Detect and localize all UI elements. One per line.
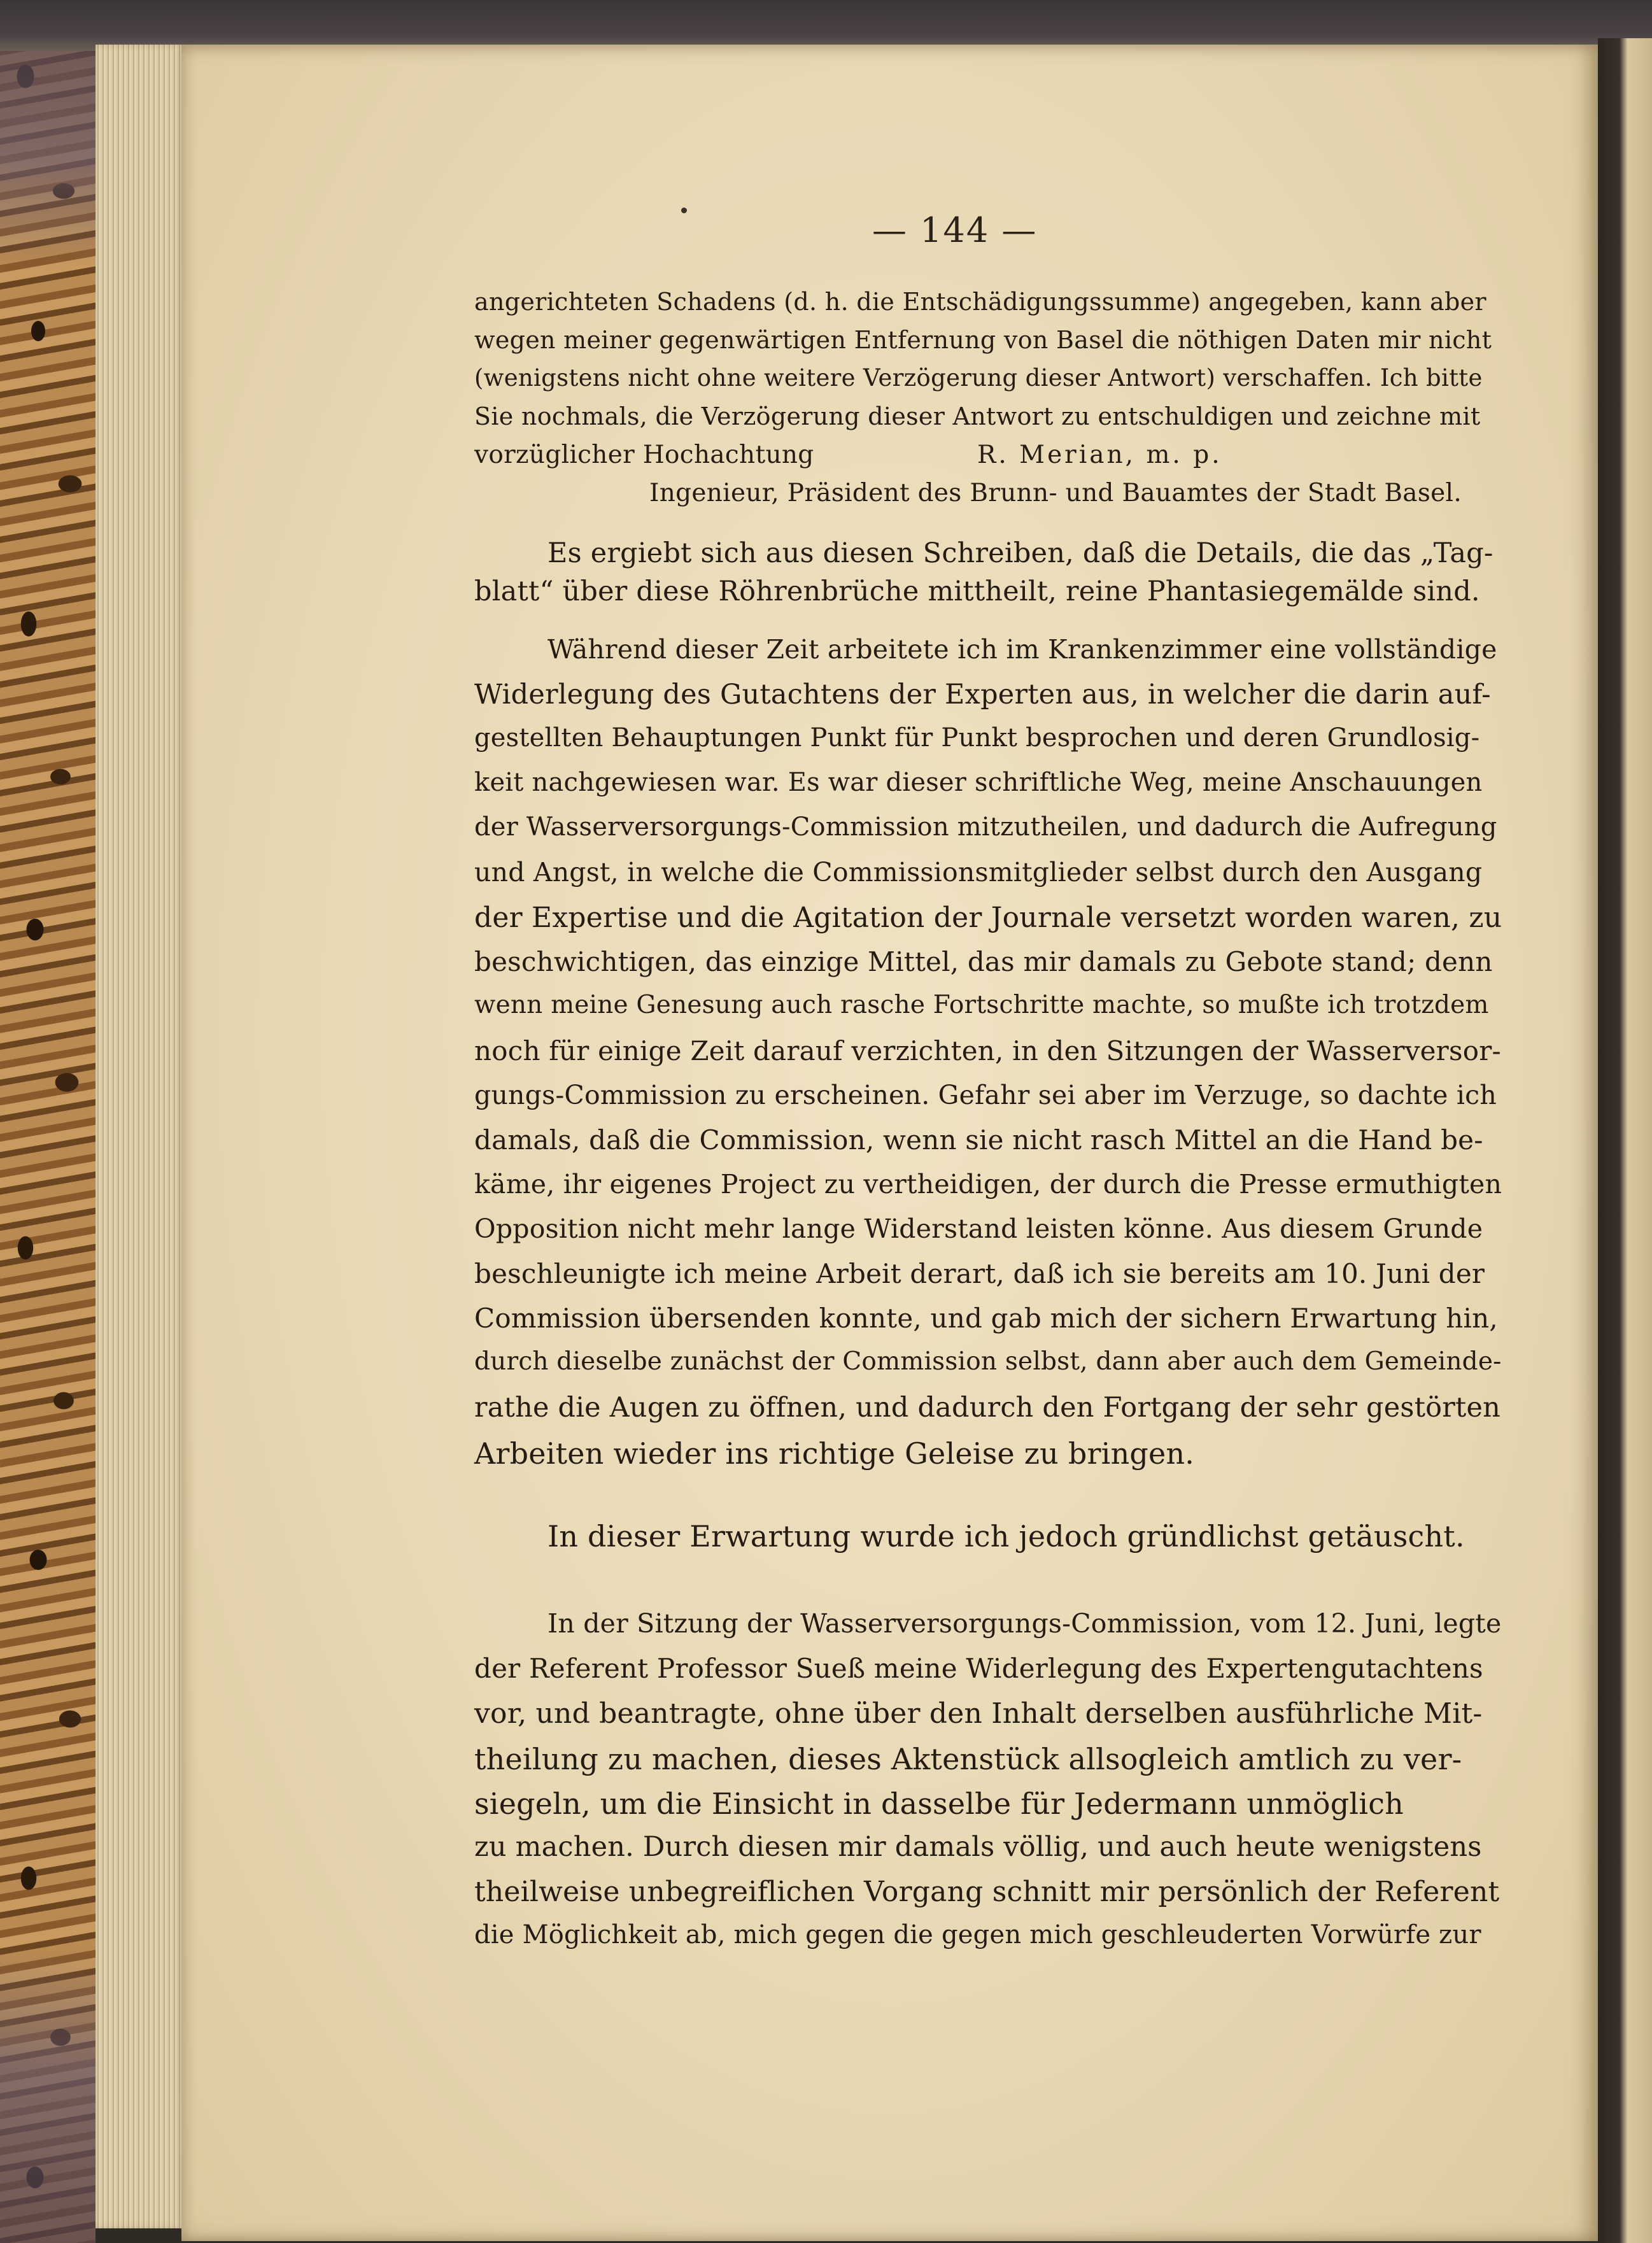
body-line: und Angst, in welche die Commissionsmitglieder selbst durch den Ausgang bbox=[474, 857, 1483, 888]
body-line: blatt“ über diese Röhrenbrüche mittheilt, reine Phantasiegemälde sind. bbox=[474, 576, 1480, 607]
body-line: der Wasserversorgungs-Commission mitzutheilen, und dadurch die Aufregung bbox=[474, 812, 1497, 842]
body-line: Arbeiten wieder ins richtige Geleise zu bringen. bbox=[474, 1436, 1195, 1471]
body-line: durch dieselbe zunächst der Commission selbst, dann aber auch dem Gemeinde- bbox=[474, 1347, 1502, 1376]
body-line: In dieser Erwartung wurde ich jedoch gründlichst getäuscht. bbox=[547, 1519, 1465, 1553]
letter-line: (wenigstens nicht ohne weitere Verzögerung dieser Antwort) verschaffen. Ich bitte bbox=[474, 364, 1483, 392]
body-line: In der Sitzung der Wasserversorgungs-Commission, vom 12. Juni, legte bbox=[547, 1608, 1502, 1639]
body-line: Commission übersenden konnte, und gab mich der sichern Erwartung hin, bbox=[474, 1303, 1498, 1334]
body-line: vor, und beantragte, ohne über den Inhalt derselben ausführliche Mit- bbox=[474, 1697, 1483, 1730]
body-line: keit nachgewiesen war. Es war dieser schriftliche Weg, meine Anschauungen bbox=[474, 768, 1483, 797]
book-edge-marbled bbox=[0, 0, 95, 2243]
body-line: gestellten Behauptungen Punkt für Punkt besprochen und deren Grundlosig- bbox=[474, 723, 1480, 753]
page-number: — 144 — bbox=[872, 210, 1038, 250]
body-line: theilung zu machen, dieses Aktenstück allsogleich amtlich zu ver- bbox=[474, 1742, 1462, 1776]
body-line: käme, ihr eigenes Project zu vertheidigen, der durch die Presse ermuthigten bbox=[474, 1169, 1502, 1199]
body-line: gungs-Commission zu erscheinen. Gefahr sei aber im Verzuge, so dachte ich bbox=[474, 1080, 1497, 1110]
right-page-edge bbox=[1598, 38, 1652, 2243]
letter-line: wegen meiner gegenwärtigen Entfernung von Basel die nöthigen Daten mir nicht bbox=[474, 326, 1492, 354]
letter-signature: R. Merian, m. p. bbox=[977, 441, 1222, 469]
letter-line bbox=[474, 288, 1493, 316]
body-line: Es ergiebt sich aus diesen Schreiben, daß die Details, die das „Tag- bbox=[547, 537, 1493, 569]
letter-closing: vorzüglicher Hochachtung bbox=[474, 441, 814, 469]
letter-signer-title: Ingenieur, Präsident des Brunn- und Bauamtes der Stadt Basel. bbox=[649, 479, 1462, 507]
body-line: zu machen. Durch diesen mir damals völlig, und auch heute wenigstens bbox=[474, 1831, 1482, 1863]
body-line: der Referent Professor Sueß meine Widerlegung des Expertengutachtens bbox=[474, 1653, 1483, 1684]
letter-line-text: angerichteten Schadens (d. h. die Entschädigungssumme) angegeben, kann aber bbox=[474, 288, 1486, 316]
body-line: der Expertise und die Agitation der Journale versetzt worden waren, zu bbox=[474, 902, 1502, 934]
body-line: rathe die Augen zu öffnen, und dadurch den Fortgang der sehr gestörten bbox=[474, 1392, 1501, 1424]
body-line: siegeln, um die Einsicht in dasselbe für Jedermann unmöglich bbox=[474, 1787, 1404, 1821]
body-line: noch für einige Zeit darauf verzichten, in den Sitzungen der Wasserversor- bbox=[474, 1035, 1501, 1066]
body-line: damals, daß die Commission, wenn sie nicht rasch Mittel an die Hand be- bbox=[474, 1124, 1483, 1156]
body-line: beschwichtigen, das einzige Mittel, das mir damals zu Gebote stand; denn bbox=[474, 946, 1493, 977]
body-line: die Möglichkeit ab, mich gegen die gegen mich geschleuderten Vorwürfe zur bbox=[474, 1920, 1481, 1949]
letter-line: Sie nochmals, die Verzögerung dieser Antwort zu entschuldigen und zeichne mit bbox=[474, 402, 1481, 430]
body-line: Widerlegung des Gutachtens der Experten aus, in welcher die darin auf- bbox=[474, 679, 1491, 711]
body-line: Opposition nicht mehr lange Widerstand leisten könne. Aus diesem Grunde bbox=[474, 1213, 1483, 1244]
top-shadow bbox=[0, 0, 1652, 51]
body-line: theilweise unbegreiflichen Vorgang schnitt mir persönlich der Referent bbox=[474, 1876, 1500, 1908]
body-line: wenn meine Genesung auch rasche Fortschritte machte, so mußte ich trotzdem bbox=[474, 991, 1489, 1019]
book-cover-bottom bbox=[0, 1950, 95, 2243]
body-line: Während dieser Zeit arbeitete ich im Krankenzimmer eine vollständige bbox=[547, 634, 1497, 665]
page-edges bbox=[95, 45, 185, 2228]
ink-dot bbox=[681, 208, 687, 213]
body-line: beschleunigte ich meine Arbeit derart, daß ich sie bereits am 10. Juni der bbox=[474, 1258, 1485, 1289]
